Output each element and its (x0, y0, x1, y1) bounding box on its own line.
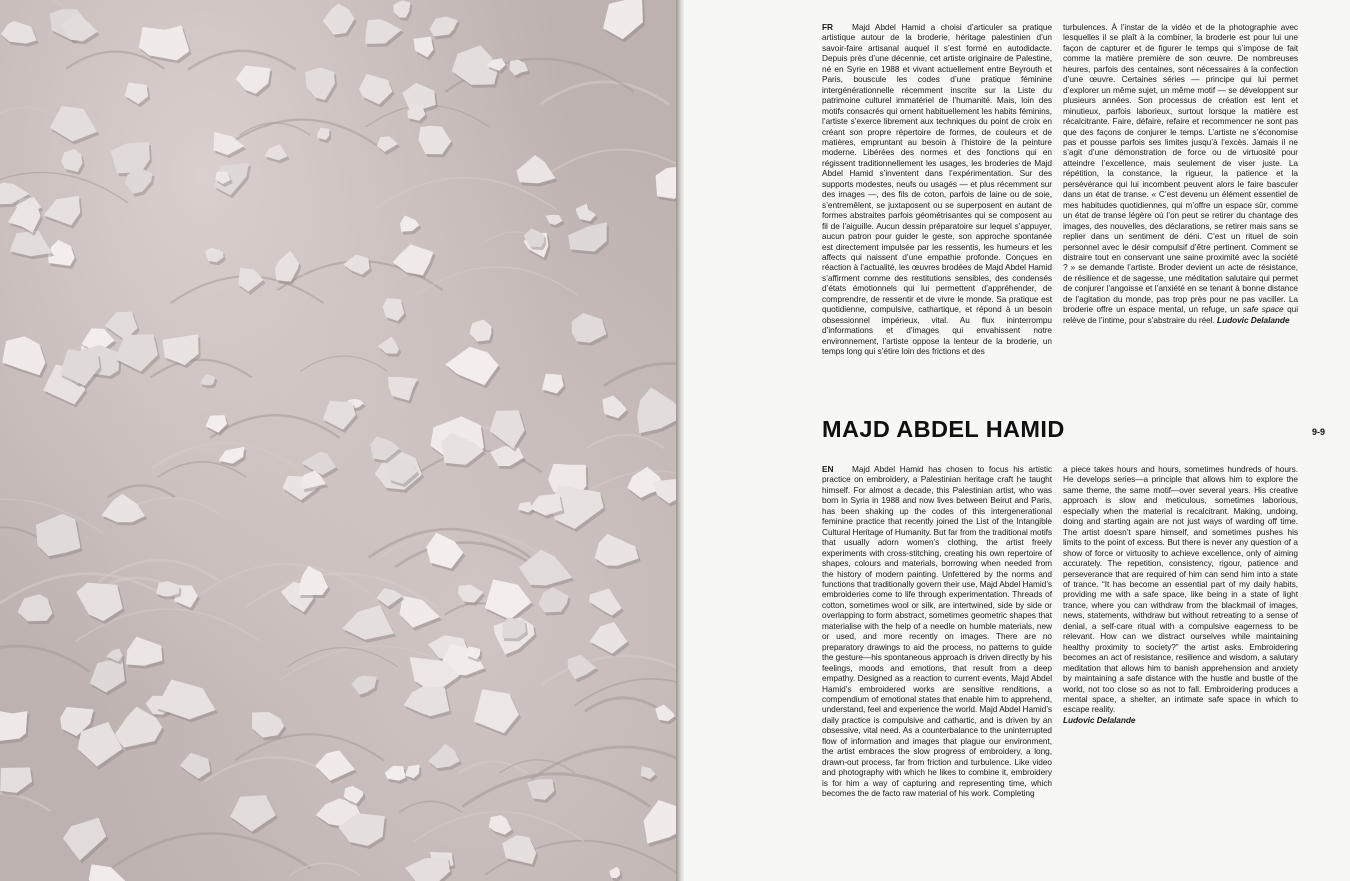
texture-chip (36, 514, 81, 557)
french-language-label: FR (822, 22, 833, 32)
texture-swirl (0, 107, 61, 119)
texture-swirl (111, 833, 310, 868)
texture-chip (385, 766, 406, 781)
texture-swirl (399, 801, 462, 812)
texture-chip (568, 655, 597, 680)
texture-swirl (587, 435, 664, 448)
texture-chip (89, 864, 127, 881)
texture-chip (315, 750, 355, 780)
texture-chip (230, 795, 276, 832)
french-signature: Ludovic Delalande (1217, 314, 1290, 325)
texture-chip (377, 588, 403, 607)
texture-chip (200, 374, 215, 385)
english-column-1 (822, 464, 1052, 799)
texture-chip (516, 155, 555, 183)
texture-swirl (151, 360, 252, 378)
texture-swirl (0, 646, 89, 671)
page-gutter (676, 0, 684, 881)
texture-chip (365, 19, 402, 44)
texture-chip (139, 25, 190, 60)
texture-chip (653, 479, 676, 504)
texture-chip (485, 579, 532, 619)
texture-chip (489, 815, 512, 835)
texture-swirl (540, 82, 668, 104)
texture-swirl (546, 149, 676, 175)
french-text-part-1: Majd Abdel Hamid a choisi d’articuler sa pratique artistique autour de la broderie, héritage palestinien d’un savoir-faire artisanal auquel il s’est formé en autodidacte. Depuis près d’une décennie, cet artiste originaire de Palestine, né en Syrie en 1988 et vivant actuellement entre Beyrouth et Paris, bouscule les codes d’une pratique féminine intergénérationnelle récemment inscrite sur la Liste du patrimoine culturel immatériel de l’humanité. Mais, loin des motifs consacrés qui ornent habituellement les habits féminins, l’artiste s’exerce librement aux techniques du point de croix en créant son propre répertoire de formes, de couleurs et de matières, empruntant au besoin à l’histoire de la peinture moderne. Libérées des normes et des fonctions qui en régissent traditionnellement les usages, les broderies de Majd Abdel Hamid s’inventent dans l’expérimentation. Sur des supports modestes, neufs ou usagés — et plus récemment sur des images —, des fils de coton, parfois de laine ou de soie, s’entremêlent, se juxtaposent ou se superposent en autant de formes abstraites parfois géométrisantes qui se composent au fil de l’aiguille. Aucun dessin préparatoire sur lequel s’appuyer, aucun patron pour guider le geste, son approche spontanée est directement impulsée par les ressentis, les humeurs et les affects qui naissent d’une empathie profonde. Conçues en réaction à l’actualité, les œuvres brodées de Majd Abdel Hamid s’affirment comme des restitutions sensibles, des condensés d’états émotionnels qui lui permettent d’appréhender, de comprendre, de ressentir et de vivre le monde. Sa pratique est quotidienne, compulsive, cathartique, et répond à un besoin obsessionnel impérieux, vital. Au flux ininterrompu d’informations et d’images qui envahissent notre environnement, l’artiste oppose la lenteur de la broderie, un temps long qui s’étire loin des frictions et des (822, 22, 1052, 357)
english-text-part-1: Majd Abdel Hamid has chosen to focus his artistic practice on embroidery, a Palestinian heritage craft he taught himself. For almost a decade, this Palestinian artist, who was born in Syria in 1988 and now lives between Beirut and Paris, has been shaking up the codes of this intergenerational feminine practice that recently joined the List of the Intangible Cultural Heritage of Humanity. But far from the traditional motifs that usually adorn women’s clothing, the artist freely experiments with cross-stitching, creating his own repertoire of shapes, colours and materials, borrowing when needed from the history of modern painting. Unfettered by the norms and functions that traditionally govern their use, Majd Abdel Hamid’s embroideries come to life through experimentation. Threads of cotton, sometimes wool or silk, are intertwined, side by side or overlapping to form abstract, sometimes geometric shapes that materialise with the help of a needle on humble materials, new or used, and more recently on images. There are no preparatory drawings to aid the process, no patterns to guide the gesture—his spontaneous approach is driven directly by his feelings, moods and emotions, that result from a deep empathy. Designed as a reaction to current events, Majd Abdel Hamid’s embroidered works are sensitive renditions, a compendium of emotional states that enable him to apprehend, understand, feel and experience the world. Majd Abdel Hamid’s daily practice is compulsive and cathartic, and is driven by an obsessive, vital need. As a counterbalance to the uninterrupted flow of information and images that plague our environment, the artist embraces the slow progress of embroidery, a long, drawn-out process, far from friction and turbulence. Like video and photography with which he likes to combine it, embroidery is for him a way of capturing and representing time, which becomes the de facto raw material of his work. Completing (822, 464, 1052, 799)
texture-chip (156, 581, 179, 596)
texture-chip (518, 502, 533, 513)
texture-swirl (416, 267, 578, 295)
texture-swirl (300, 356, 387, 371)
texture-chip (589, 589, 622, 616)
texture-swirl (108, 485, 175, 497)
french-safe-space-italic: safe space (1242, 304, 1284, 315)
texture-chip (343, 255, 369, 275)
english-column-2 (1063, 464, 1298, 725)
texture-swirl (188, 51, 296, 70)
texture-chip (101, 494, 145, 523)
texture-swirl (226, 120, 379, 147)
texture-chip (342, 605, 394, 640)
texture-swirl (0, 0, 62, 5)
texture-swirl (210, 415, 339, 438)
english-language-label: EN (822, 464, 834, 474)
texture-swirl (463, 774, 650, 807)
english-text-part-2: a piece takes hours and hours, sometimes hundreds of hours. He develops series—a principle that allows him to explore the same theme, the same motif—over several years. His creative approach is slow and meticulous, sometimes laborious, especially when the material is recalcitrant. Making, undoing, doing and starting again are not just ways of warding off time. The artist doesn’t spare himself, and sometimes pushes his limits to the point of excess. But there is never any question of a show of force or virtuosity to achieve excellence, only of aiming accurately. The repetition, consistency, rigour, patience and perseverance that are required of him can send him into a state of trance. “It has become an essential part of my daily habits, providing me with a safe space, like being in a state of light trance, where you can withdraw from the blackmail of images, news, statements, withdraw but without retreating to a sense of denial, a self-care ritual with a compulsive eagerness to be relevant. How can we distract ourselves while maintaining healthy proximity to society?” the artist asks. Embroidering becomes an act of resistance, resilience and wisdom, a salutary meditation that allows him to banish apprehension and anxiety by maintaining a safe distance with the hustle and bustle of the world, not too close so as not to fall. Embroidering produces a mental space, a shelter, an intimate safe space in which to escape reality. (1063, 464, 1298, 715)
texture-swirl (240, 123, 311, 135)
texture-chip (469, 320, 491, 342)
text-page (684, 0, 1350, 881)
texture-swirl (0, 794, 50, 812)
texture-chip (502, 835, 536, 864)
texture-chip (2, 336, 45, 375)
artist-name-heading: MAJD ABDEL HAMID (822, 416, 1065, 442)
texture-chip (404, 686, 450, 716)
texture-swirl (290, 863, 361, 875)
texture-swirl (574, 679, 676, 706)
texture-swirl (541, 656, 676, 685)
texture-chip (63, 818, 107, 861)
texture-chip (1, 21, 37, 44)
texture-swirl (235, 734, 384, 760)
texture-chip (126, 637, 162, 666)
french-column-1 (822, 22, 1052, 357)
texture-chip (10, 231, 53, 257)
french-text-part-2: turbulences. À l’instar de la vidéo et de la photographie avec lesquelles il se plaît à la combiner, la broderie est pour lui une façon de capturer et de figurer le temps qui s’impose de fait comme la matière première de son œuvre. De nombreuses heures, parfois des centaines, sont nécessaires à la confection d’une œuvre. Certaines séries — principe qui lui permet d’explorer un même sujet, un même motif — se développent sur plusieurs années. Son processus de création est lent et minutieux, parfois laborieux, surtout lorsque la matière est récalcitrante. Faire, défaire, refaire et recommencer ne sont pas que des façons de conjurer le temps. L’artiste ne s’économise pas et pousse parfois ses limites jusqu’à l’excès. Jamais il ne s’agit d’une démonstration de force ou de virtuosité pour atteindre l’excellence, mais seulement de viser juste. La répétition, la constance, la rigueur, la patience et la persévérance qui lui incombent peuvent alors le faire basculer dans un état de transe. « C’est devenu un élément essentiel de mes habitudes quotidiennes, qui m’offre un espace sûr, comme un état de transe légère où l’on peut se retirer du chantage des images, des nouvelles, des déclarations, se retirer mais sans se replier dans un sentiment de déni. C’est un rituel de soin personnel avec le désir compulsif d’être pertinent. Comment se distraire tout en conservant une saine proximité avec la société ? » se demande l’artiste. Broder devient un acte de résistance, de résilience et de sagesse, une méditation salutaire qui permet de conjurer l’angoisse et l’anxiété en se tenant à bonne distance de l’agitation du monde, pas trop près pour ne pas vaciller. La broderie offre un espace mental, un refuge, un (1063, 22, 1298, 315)
french-text-ending: qui relève de l’intime, pour s’abstraire du réel. (1063, 304, 1298, 325)
texture-chip (656, 166, 676, 199)
texture-swirl (604, 363, 676, 385)
texture-chip (61, 149, 82, 172)
french-column-2 (1063, 22, 1298, 325)
page-number: 9-9 (1312, 427, 1326, 437)
texture-chip (378, 337, 400, 354)
texture-swirl (585, 698, 662, 712)
english-signature: Ludovic Delalande (1063, 714, 1136, 725)
